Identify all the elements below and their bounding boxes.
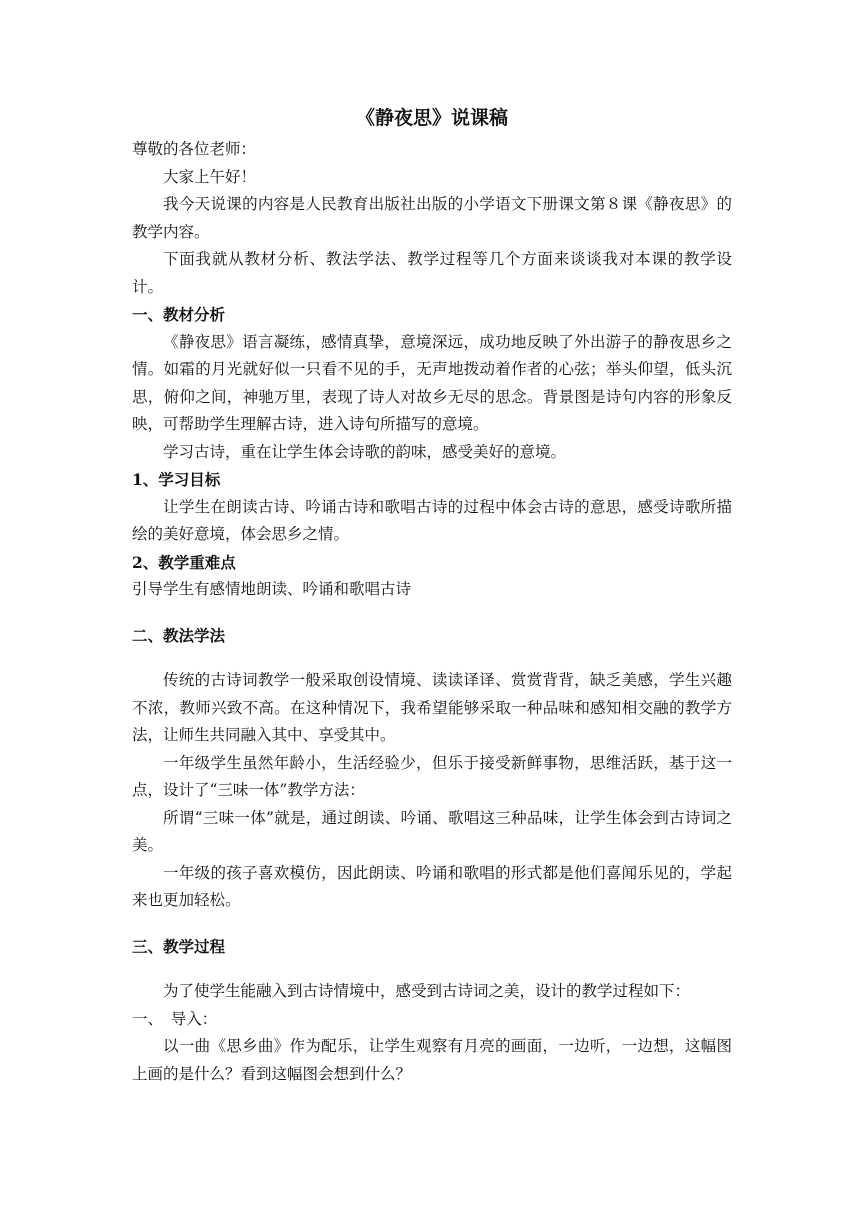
intro-paragraph-1: 我今天说课的内容是人民教育出版社出版的小学语文下册课文第８课《静夜思》的教学内容。 xyxy=(132,195,732,241)
salutation: 尊敬的各位老师： xyxy=(132,140,257,158)
document-page xyxy=(132,100,732,1088)
section-heading-process: 三、教学过程 xyxy=(132,936,226,956)
section-heading-analysis: 一、教材分析 xyxy=(132,305,226,324)
key-points-text: 引导学生有感情地朗读、吟诵和歌唱古诗 xyxy=(132,580,412,598)
methods-paragraph-3: 所谓“三味一体”就是，通过朗读、吟诵、歌唱这三种品味，让学生体会到古诗词之美。 xyxy=(132,808,732,854)
process-step-1-text: 以一曲《思乡曲》作为配乐，让学生观察有月亮的画面，一边听，一边想，这幅图上画的是什么？看到这幅图会想到什么？ xyxy=(132,1037,732,1083)
analysis-paragraph-2: 学习古诗，重在让学生体会诗歌的韵味，感受美好的意境。 xyxy=(163,442,567,461)
process-step-1-heading: 一、 导入： xyxy=(132,1009,218,1028)
subheading-key-points: 2、教学重难点 xyxy=(132,552,236,572)
methods-paragraph-4: 一年级的孩子喜欢模仿，因此朗读、吟诵和歌唱的形式都是他们喜闻乐见的，学起来也更加轻松。 xyxy=(132,863,732,909)
section-heading-methods: 二、教法学法 xyxy=(132,625,226,645)
greeting: 大家上午好！ xyxy=(163,167,257,186)
learning-goals-text: 让学生在朗读古诗、吟诵古诗和歌唱古诗的过程中体会古诗的意思，感受诗歌所描绘的美好意境，体会思乡之情。 xyxy=(132,497,732,543)
process-paragraph-1: 为了使学生能融入到古诗情境中，感受到古诗词之美，设计的教学过程如下： xyxy=(163,982,691,1000)
document-title: 《静夜思》说课稿 xyxy=(355,107,508,129)
methods-paragraph-2: 一年级学生虽然年龄小，生活经验少，但乐于接受新鲜事物，思维活跃，基于这一点，设计了“三味一体”教学方法： xyxy=(132,753,732,799)
analysis-paragraph-1: 《静夜思》语言凝练，感情真挚，意境深远，成功地反映了外出游子的静夜思乡之情。如霜的月光就好似一只看不见的手，无声地拨动着作者的心弦；举头仰望，低头沉思，俯仰之间，神驰万里，表现了诗人对故乡无尽的思念。背景图是诗句内容的形象反映，可帮助学生理解古诗，进入诗句所描写的意境。 xyxy=(132,332,732,433)
intro-paragraph-2: 下面我就从教材分析、教法学法、教学过程等几个方面来谈谈我对本课的教学设计。 xyxy=(132,250,732,296)
methods-paragraph-1: 传统的古诗词教学一般采取创设情境、读读译译、赏赏背背，缺乏美感，学生兴趣不浓，教师兴致不高。在这种情况下，我希望能够采取一种品味和感知相交融的教学方法，让师生共同融入其中、享受其中。 xyxy=(132,671,732,744)
subheading-learning-goals: 1、学习目标 xyxy=(132,470,221,489)
